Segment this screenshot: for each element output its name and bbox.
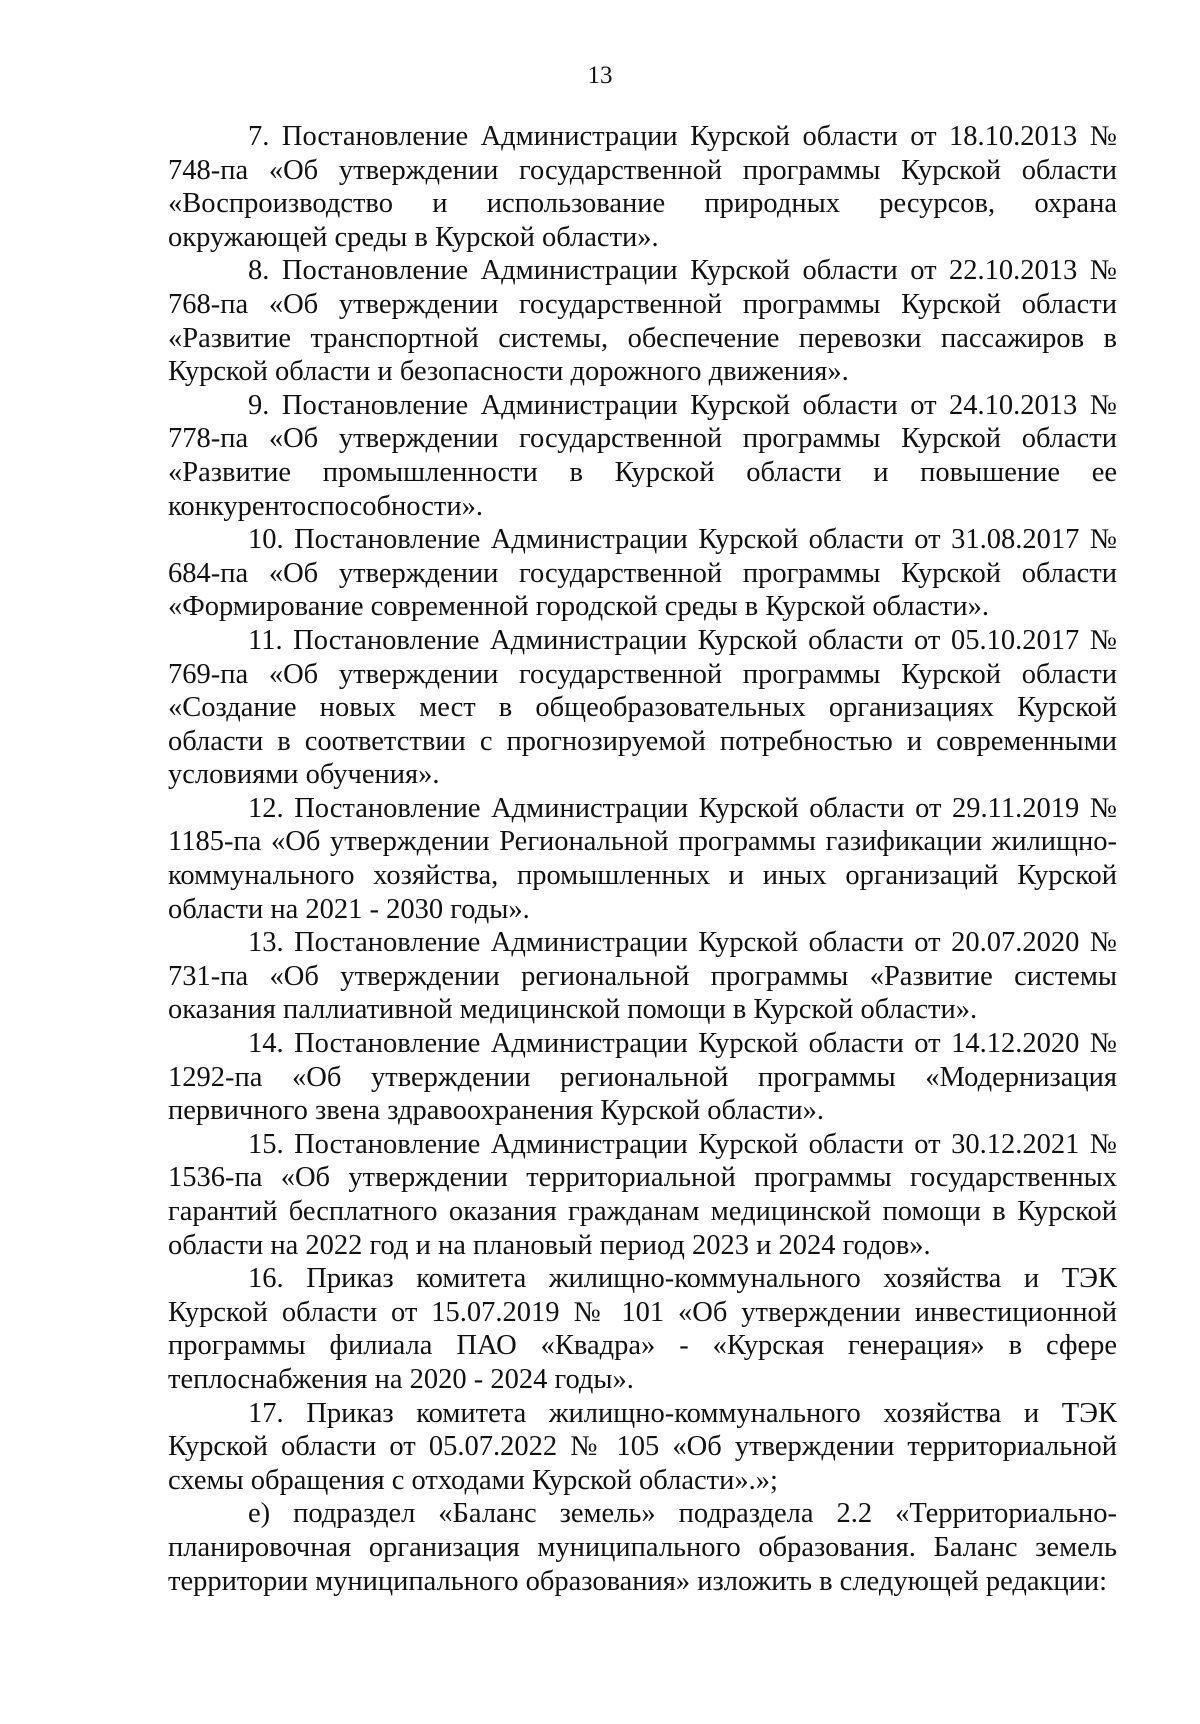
list-item-9: 9. Постановление Администрации Курской области от 24.10.2013 № 778-па «Об утверждении государственной программы Курской области «Развитие промышленности в Курской области и повышение ее конкурентоспособности». bbox=[168, 389, 1117, 522]
document-body bbox=[168, 120, 1117, 1598]
subsection-e-paragraph: е) подраздел «Баланс земель» подраздела 2.2 «Территориально-планировочная организация муниципального образования. Баланс земель территории муниципального образования» изложить в следующей редакции: bbox=[168, 1498, 1117, 1597]
list-item-12: 12. Постановление Администрации Курской области от 29.11.2019 № 1185-па «Об утверждении Региональной программы газификации жилищно-коммунального хозяйства, промышленных и иных организаций Курской области на 2021 - 2030 годы». bbox=[168, 792, 1117, 925]
list-item-10: 10. Постановление Администрации Курской области от 31.08.2017 № 684-па «Об утверждении государственной программы Курской области «Формирование современной городской среды в Курской области». bbox=[168, 524, 1117, 623]
list-item-17: 17. Приказ комитета жилищно-коммунального хозяйства и ТЭК Курской области от 05.07.2022 № 105 «Об утверждении территориальной схемы обращения с отходами Курской области».»; bbox=[168, 1397, 1117, 1496]
list-item-8: 8. Постановление Администрации Курской области от 22.10.2013 № 768-па «Об утверждении государственной программы Курской области «Развитие транспортной системы, обеспечение перевозки пассажиров в Курской области и безопасности дорожного движения». bbox=[168, 255, 1117, 388]
list-item-13: 13. Постановление Администрации Курской области от 20.07.2020 № 731-па «Об утверждении региональной программы «Развитие системы оказания паллиативной медицинской помощи в Курской области». bbox=[168, 927, 1117, 1026]
list-item-11: 11. Постановление Администрации Курской области от 05.10.2017 № 769-па «Об утверждении государственной программы Курской области «Создание новых мест в общеобразовательных организациях Курской области в соответствии с прогнозируемой потребностью и современными условиями обучения». bbox=[168, 624, 1117, 791]
list-item-7: 7. Постановление Администрации Курской области от 18.10.2013 № 748-па «Об утверждении государственной программы Курской области «Воспроизводство и использование природных ресурсов, охрана окружающей среды в Курской области». bbox=[168, 121, 1117, 253]
page-number: 13 bbox=[587, 62, 613, 89]
list-item-15: 15. Постановление Администрации Курской области от 30.12.2021 № 1536-па «Об утверждении территориальной программы государственных гарантий бесплатного оказания гражданам медицинской помощи в Курской области на 2022 год и на плановый период 2023 и 2024 годов». bbox=[168, 1128, 1117, 1261]
list-item-14: 14. Постановление Администрации Курской области от 14.12.2020 № 1292-па «Об утверждении региональной программы «Модернизация первичного звена здравоохранения Курской области». bbox=[168, 1028, 1117, 1127]
list-item-16: 16. Приказ комитета жилищно-коммунального хозяйства и ТЭК Курской области от 15.07.2019 № 101 «Об утверждении инвестиционной программы филиала ПАО «Квадра» - «Курская генерация» в сфере теплоснабжения на 2020 - 2024 годы». bbox=[168, 1263, 1117, 1395]
